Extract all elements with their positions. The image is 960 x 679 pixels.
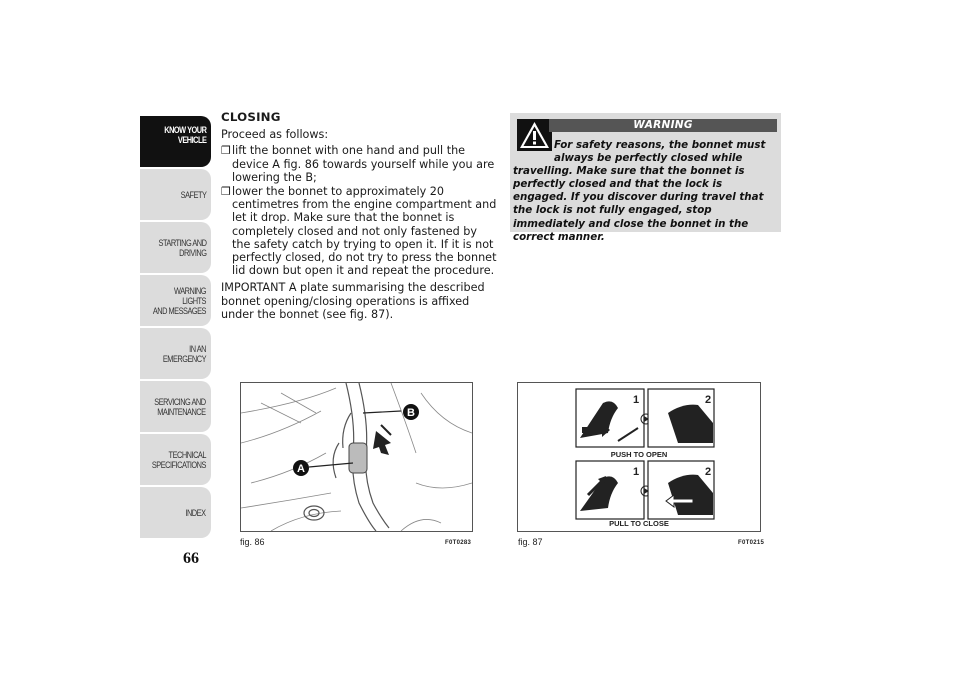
tab-starting-and-driving[interactable] bbox=[140, 222, 211, 273]
intro-text: Proceed as follows: bbox=[221, 128, 329, 142]
closing-section bbox=[221, 111, 497, 321]
tab-know-your-vehicle[interactable] bbox=[140, 116, 211, 167]
tab-label: TECHNICAL SPECIFICATIONS bbox=[151, 449, 206, 470]
important-note: IMPORTANT A plate summarising the described bonnet opening/closing operations is affixed under the bonnet (see fig. 87). bbox=[221, 281, 485, 321]
checkbox-bullet-icon: ❒ bbox=[221, 144, 231, 158]
figure-code: F0T0283 bbox=[445, 540, 472, 546]
warning-line: For safety reasons, the bonnet must bbox=[554, 139, 766, 151]
tab-warning-lights[interactable] bbox=[140, 275, 211, 326]
warning-line: always be perfectly closed while bbox=[554, 152, 743, 165]
tab-label: KNOW YOUR VEHICLE bbox=[163, 125, 206, 145]
tab-servicing[interactable] bbox=[140, 381, 211, 432]
warning-body: travelling. Make sure that the bonnet is perfectly closed and that the lock is engaged. If you discover during travel that the lock is not fully engaged, stop immediately and close the bonnet in the correct manner. bbox=[513, 165, 764, 243]
list-item bbox=[221, 185, 497, 277]
figure-caption: fig. 87 bbox=[518, 537, 543, 547]
tab-label: SERVICING AND MAINTENANCE bbox=[154, 396, 206, 417]
figure-code: F0T0215 bbox=[738, 540, 765, 546]
step-number: 1 bbox=[632, 394, 640, 406]
warning-text bbox=[513, 139, 779, 244]
bonnet-release-illustration bbox=[241, 383, 472, 531]
step-number: 2 bbox=[704, 394, 712, 406]
warning-title: WARNING bbox=[549, 119, 777, 132]
push-to-open-label: PUSH TO OPEN bbox=[610, 450, 668, 459]
step-number: 1 bbox=[632, 466, 640, 478]
label-a: A bbox=[297, 463, 305, 475]
checkbox-bullet-icon: ❒ bbox=[221, 185, 231, 199]
chapter-tabs bbox=[140, 116, 211, 540]
tab-in-an-emergency[interactable] bbox=[140, 328, 211, 379]
figure-86 bbox=[240, 382, 473, 532]
pull-to-close-label: PULL TO CLOSE bbox=[609, 519, 669, 528]
label-b: B bbox=[407, 407, 415, 419]
bonnet-plate-illustration bbox=[518, 383, 760, 531]
tab-label: INDEX bbox=[185, 507, 206, 518]
tab-label: STARTING AND DRIVING bbox=[158, 237, 206, 258]
page-number: 66 bbox=[183, 550, 199, 567]
tab-technical-specifications[interactable] bbox=[140, 434, 211, 485]
tab-index[interactable] bbox=[140, 487, 211, 538]
list-item-text: lift the bonnet with one hand and pull the device A fig. 86 towards yourself while you are lowering the B; bbox=[232, 144, 495, 184]
figure-caption: fig. 86 bbox=[240, 537, 265, 547]
step-number: 2 bbox=[704, 466, 712, 478]
list-item-text: lower the bonnet to approximately 20 centimetres from the engine compartment and let it drop. Make sure that the bonnet is completely closed and not only fastened by the safety catch by trying to open it. If it is not perfectly closed, do not try to press the bonnet lid down but open it and repeat the procedure. bbox=[232, 185, 497, 278]
section-heading: CLOSING bbox=[221, 110, 281, 124]
tab-label: SAFETY bbox=[180, 189, 206, 200]
tab-label: WARNING LIGHTS AND MESSAGES bbox=[152, 285, 206, 316]
figure-87 bbox=[517, 382, 761, 532]
tab-safety[interactable] bbox=[140, 169, 211, 220]
list-item bbox=[221, 144, 497, 184]
tab-label: IN AN EMERGENCY bbox=[162, 343, 206, 364]
